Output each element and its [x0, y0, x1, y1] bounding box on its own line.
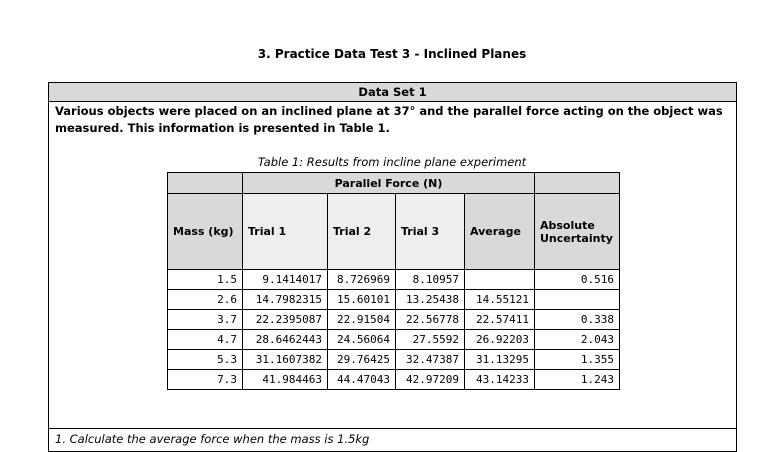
section-header: Data Set 1 [49, 83, 736, 102]
cell-trial-2: 44.47043 [328, 370, 396, 390]
cell-trial-2: 29.76425 [328, 350, 396, 370]
header-average: Average [465, 194, 535, 270]
cell-uncertainty: 1.243 [535, 370, 620, 390]
table-row [168, 290, 620, 310]
cell-uncertainty: 0.338 [535, 310, 620, 330]
cell-trial-2: 15.60101 [328, 290, 396, 310]
cell-trial-3: 32.47387 [396, 350, 465, 370]
cell-mass: 7.3 [168, 370, 243, 390]
data-set-box [48, 82, 737, 452]
header-uncertainty: Absolute Uncertainty [535, 194, 620, 270]
cell-trial-1: 28.6462443 [243, 330, 328, 350]
cell-trial-1: 22.2395087 [243, 310, 328, 330]
table-row [168, 350, 620, 370]
cell-average [465, 270, 535, 290]
cell-trial-3: 27.5592 [396, 330, 465, 350]
cell-mass: 2.6 [168, 290, 243, 310]
intro-text [55, 103, 725, 137]
cell-trial-1: 31.1607382 [243, 350, 328, 370]
cell-trial-1: 14.7982315 [243, 290, 328, 310]
intro-line-1: Various objects were placed on an inclined plane at 37° and the parallel force acting on the object was [55, 104, 723, 118]
cell-trial-3: 8.10957 [396, 270, 465, 290]
cell-uncertainty: 1.355 [535, 350, 620, 370]
table-row [168, 270, 620, 290]
cell-average: 31.13295 [465, 350, 535, 370]
question-1: 1. Calculate the average force when the mass is 1.5kg [55, 432, 370, 446]
header-parallel-force: Parallel Force (N) [243, 173, 535, 194]
cell-uncertainty [535, 290, 620, 310]
section-divider [49, 428, 736, 429]
cell-average: 22.57411 [465, 310, 535, 330]
header-trial-1: Trial 1 [243, 194, 328, 270]
intro-line-2: measured. This information is presented in Table 1. [55, 121, 390, 135]
cell-trial-3: 13.25438 [396, 290, 465, 310]
cell-mass: 4.7 [168, 330, 243, 350]
header-blank-right [535, 173, 620, 194]
table-row [168, 310, 620, 330]
cell-trial-2: 22.91504 [328, 310, 396, 330]
table-row [168, 370, 620, 390]
cell-mass: 5.3 [168, 350, 243, 370]
header-trial-3: Trial 3 [396, 194, 465, 270]
cell-average: 26.92203 [465, 330, 535, 350]
cell-trial-2: 8.726969 [328, 270, 396, 290]
cell-trial-1: 41.984463 [243, 370, 328, 390]
cell-trial-3: 22.56778 [396, 310, 465, 330]
cell-trial-3: 42.97209 [396, 370, 465, 390]
results-table [167, 172, 620, 390]
header-mass: Mass (kg) [168, 194, 243, 270]
cell-trial-2: 24.56064 [328, 330, 396, 350]
header-corner-blank [168, 173, 243, 194]
table-row [168, 330, 620, 350]
cell-average: 14.55121 [465, 290, 535, 310]
table-caption: Table 1: Results from incline plane experiment [257, 155, 527, 169]
cell-trial-1: 9.1414017 [243, 270, 328, 290]
cell-uncertainty: 2.043 [535, 330, 620, 350]
cell-uncertainty: 0.516 [535, 270, 620, 290]
cell-average: 43.14233 [465, 370, 535, 390]
document-title: 3. Practice Data Test 3 - Inclined Planes [257, 47, 527, 61]
cell-mass: 3.7 [168, 310, 243, 330]
cell-mass: 1.5 [168, 270, 243, 290]
header-trial-2: Trial 2 [328, 194, 396, 270]
